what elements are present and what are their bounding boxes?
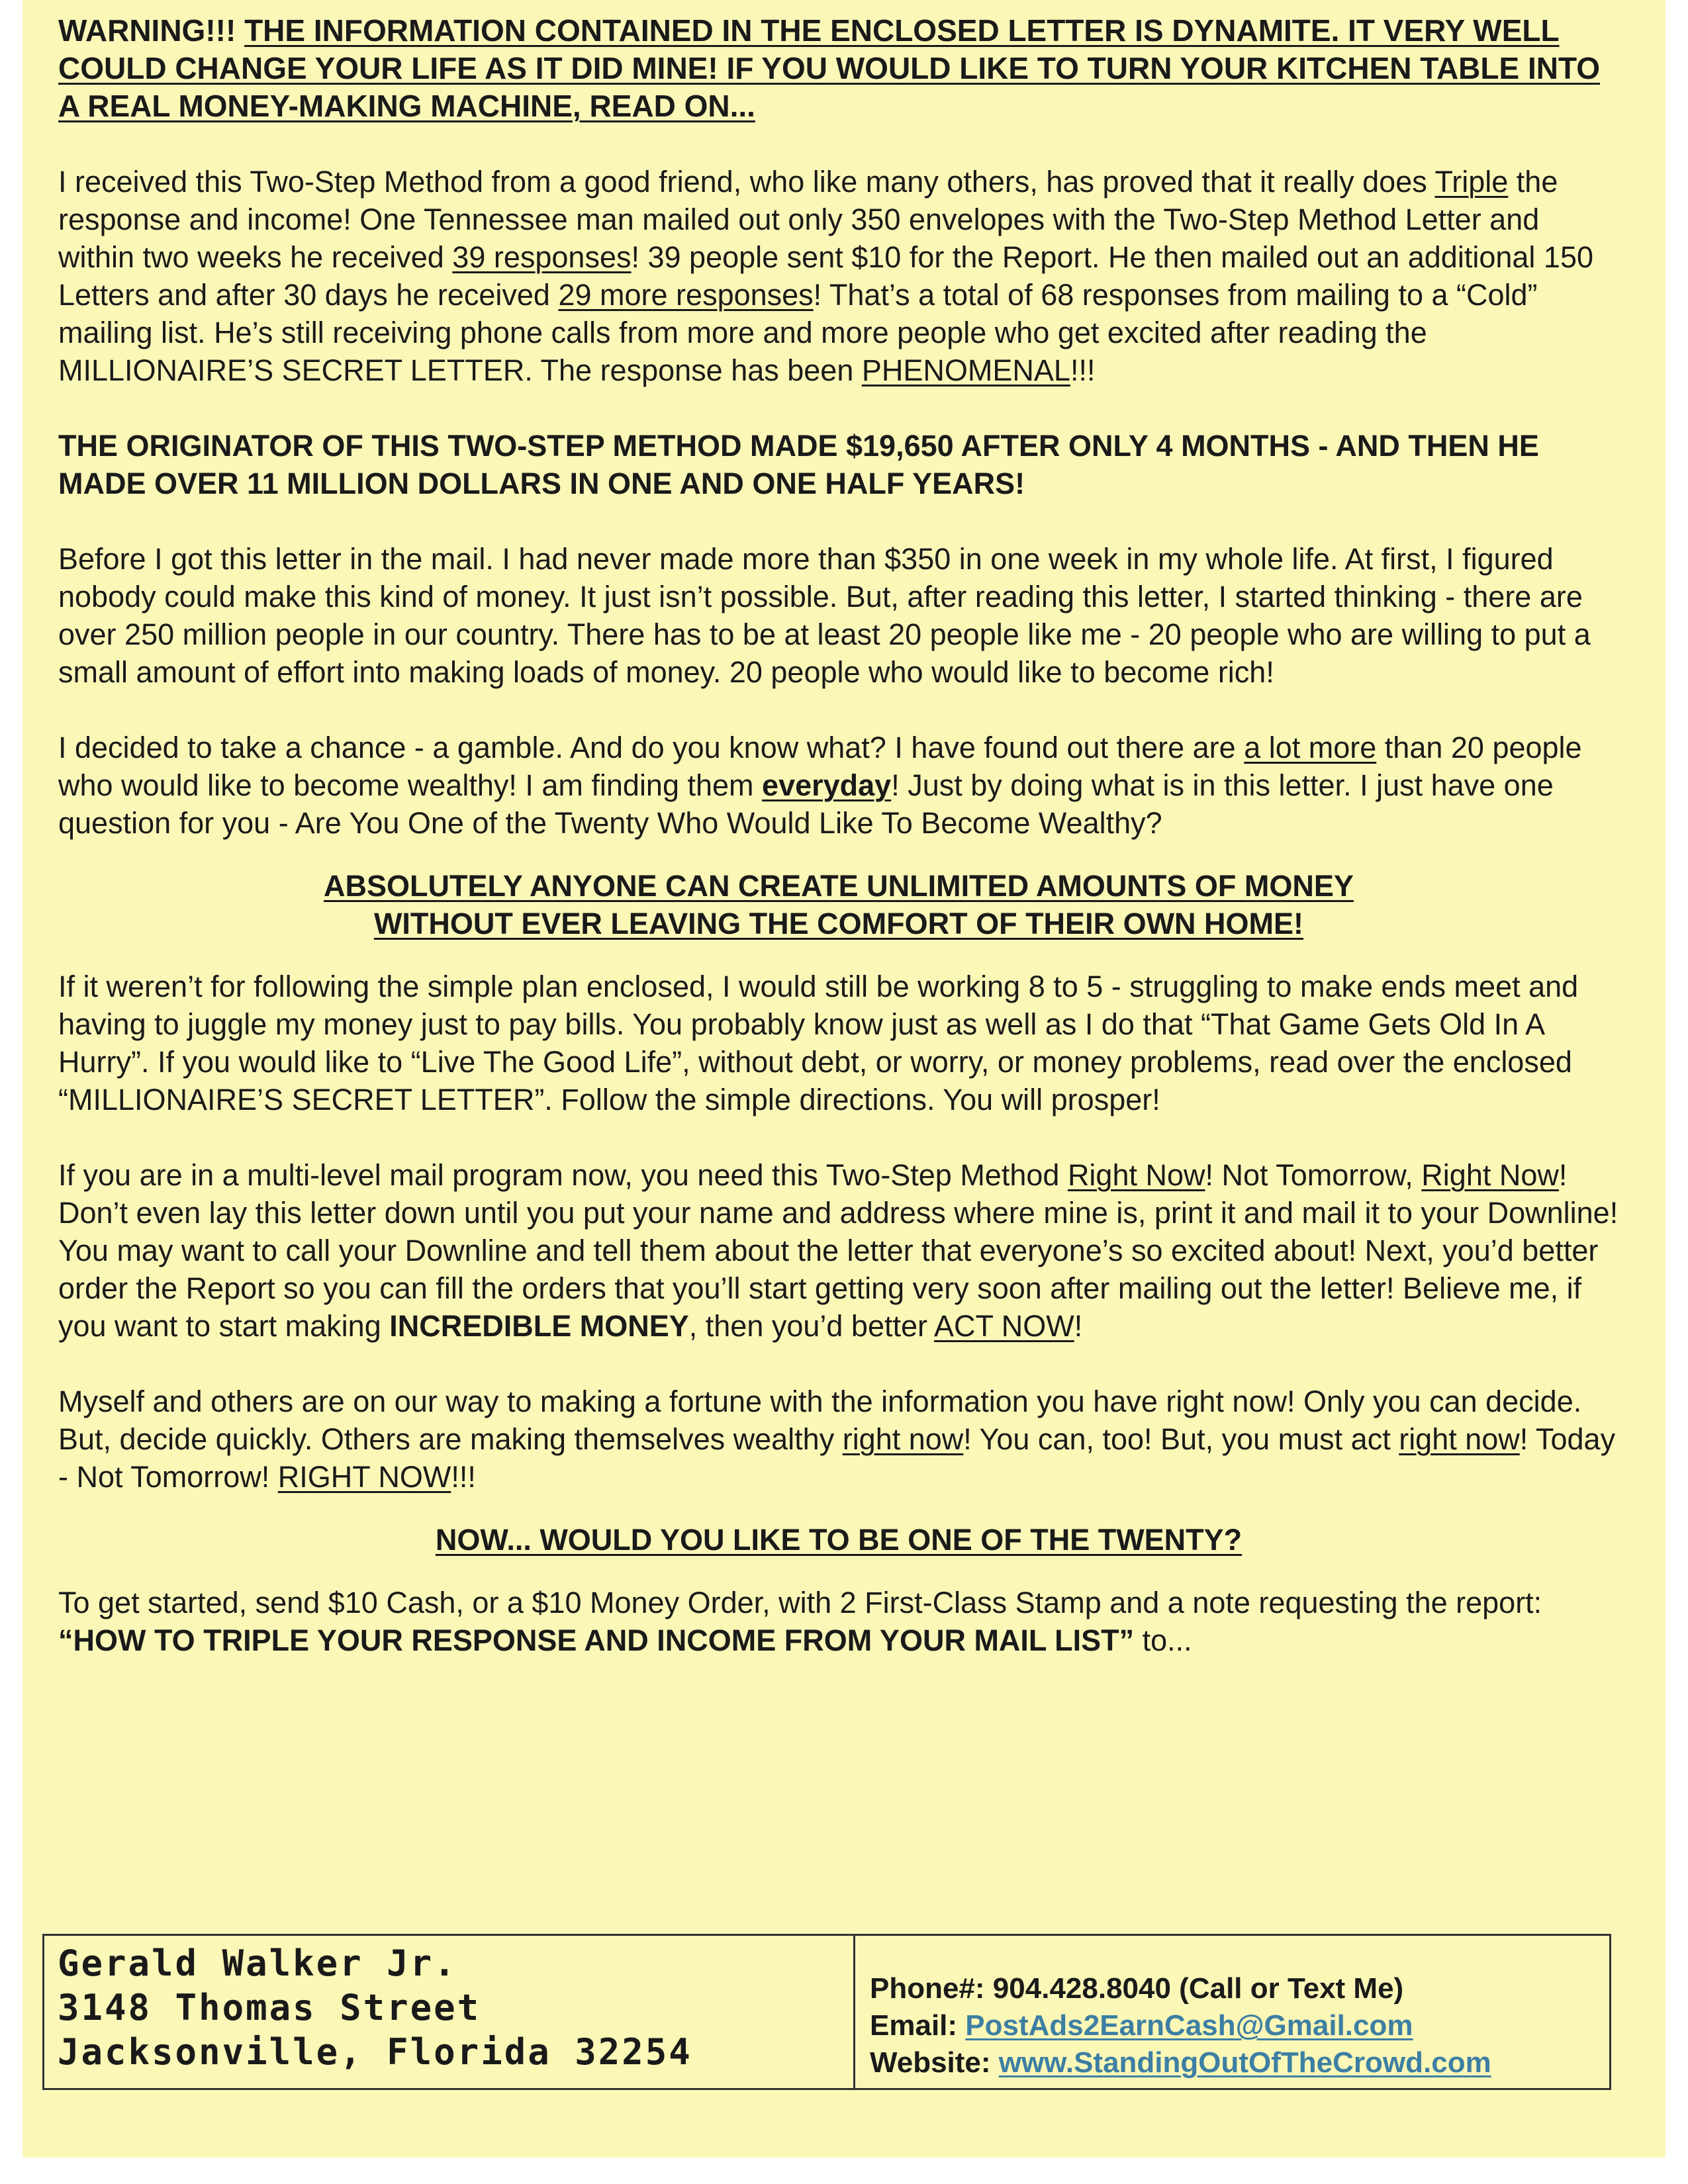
report-title: “HOW TO TRIPLE YOUR RESPONSE AND INCOME FROM YOUR MAIL LIST” xyxy=(58,1623,1135,1657)
text-span: ! Don’t even lay this letter down until you put your name and address where mine is, print it and mail it to your Downline! You may want to call your Downline and tell them about the letter that everyone’s so excited about! Next, you’d better order the Report so you can fill the orders that you’ll start getting very soon after mailing out the letter! Believe me, if you want to start making xyxy=(58,1158,1618,1343)
emphasis-a-lot-more: a lot more xyxy=(1244,731,1377,764)
text-span: I decided to take a chance - a gamble. And do you know what? I have found out there are xyxy=(58,731,1244,764)
website-label: Website: xyxy=(870,2046,991,2079)
warning-lead: WARNING!!! xyxy=(58,13,245,48)
paragraph-get-started xyxy=(58,1584,1619,1659)
text-span: Myself and others are on our way to making a fortune with the information you have right now! Only you can decide. But, decide quickly. Others are making themselves wealthy xyxy=(58,1385,1582,1456)
mailing-address xyxy=(44,1936,855,2088)
warning-text: THE INFORMATION CONTAINED IN THE ENCLOSED LETTER IS DYNAMITE. IT VERY WELL COULD CHANGE YOUR LIFE AS IT DID MINE! IF YOU WOULD LIKE TO TURN YOUR KITCHEN TABLE INTO A REAL MONEY-MAKING MACHINE, READ ON... xyxy=(58,13,1600,123)
text-span: the response and income! One Tennessee man mailed out only 350 envelopes with the Two-Step Method Letter and within two weeks he received xyxy=(58,165,1558,274)
phone-label: Phone#: xyxy=(870,1972,985,2005)
emphasis-right-now: Right Now xyxy=(1421,1158,1559,1192)
text-span: !!! xyxy=(1070,353,1096,387)
paragraph-fortune xyxy=(58,1383,1619,1496)
text-span: than 20 people who would like to become wealthy! I am finding them xyxy=(58,731,1582,802)
email-link[interactable]: PostAds2EarnCash@Gmail.com xyxy=(965,2009,1413,2042)
emphasis-right-now: Right Now xyxy=(1067,1158,1205,1192)
paragraph-simple-plan: If it weren’t for following the simple plan enclosed, I would still be working 8 to 5 - struggling to make ends meet and having to juggle my money just to pay bills. You probably know just as well as I do that “That Game Gets Old In A Hurry”. If you would like to “Live The Good Life”, without debt, or worry, or money problems, read over the enclosed “MILLIONAIRE’S SECRET LETTER”. Follow the simple directions. You will prosper! xyxy=(58,970,1579,1116)
text-span: ! 39 people sent $10 for the Report. He then mailed out an additional 150 Letters and after 30 days he received xyxy=(58,240,1593,312)
text-span: ! Not Tomorrow, xyxy=(1205,1158,1422,1192)
email-label: Email: xyxy=(870,2009,958,2042)
text-span: ! You can, too! But, you must act xyxy=(963,1422,1399,1456)
text-span: To get started, send $10 Cash, or a $10 Money Order, with 2 First-Class Stamp and a note requesting the report: xyxy=(58,1586,1542,1619)
headline-absolutely-anyone xyxy=(58,867,1619,942)
headline-originator: THE ORIGINATOR OF THIS TWO-STEP METHOD MADE $19,650 AFTER ONLY 4 MONTHS - AND THEN HE MADE OVER 11 MILLION DOLLARS IN ONE AND ONE HALF YEARS! xyxy=(58,429,1539,500)
text-span: , then you’d better xyxy=(688,1309,935,1343)
contact-info xyxy=(855,1936,1609,2088)
paragraph-before-letter: Before I got this letter in the mail. I had never made more than $350 in one week in my whole life. At first, I figured nobody could make this kind of money. It just isn’t possible. But, after reading this letter, I started thinking - there are over 250 million people in our country. There has to be at least 20 people like me - 20 people who are willing to put a small amount of effort into making loads of money. 20 people who would like to become rich! xyxy=(58,542,1591,689)
text-span: I received this Two-Step Method from a good friend, who like many others, has proved that it really does xyxy=(58,165,1435,199)
email-line xyxy=(870,2007,1609,2044)
emphasis-29-more-responses: 29 more responses xyxy=(558,278,814,312)
emphasis-right-now-caps: RIGHT NOW xyxy=(277,1460,451,1494)
emphasis-act-now: ACT NOW xyxy=(934,1309,1074,1343)
paragraph-two-step-method xyxy=(58,163,1619,389)
text-span: ! Just by doing what is in this letter. I just have one question for you - Are You One of the Twenty Who Would Like To Become Wealthy? xyxy=(58,768,1554,840)
website-link[interactable]: www.StandingOutOfTheCrowd.com xyxy=(998,2046,1491,2079)
address-box xyxy=(42,1934,1611,2090)
address-name: Gerald Walker Jr. xyxy=(58,1942,457,1984)
text-span: ! Today - Not Tomorrow! xyxy=(58,1422,1616,1494)
address-street: 3148 Thomas Street xyxy=(58,1987,481,2028)
website-line xyxy=(870,2044,1609,2081)
emphasis-right-now: right now xyxy=(842,1422,964,1456)
emphasis-incredible-money: INCREDIBLE MONEY xyxy=(389,1309,689,1343)
warning-paragraph xyxy=(58,12,1619,125)
text-span: ! xyxy=(1074,1309,1083,1343)
paragraph-decided-chance xyxy=(58,729,1619,842)
headline-line: ABSOLUTELY ANYONE CAN CREATE UNLIMITED AMOUNTS OF MONEY xyxy=(324,869,1354,903)
headline-line: WITHOUT EVER LEAVING THE COMFORT OF THEIR OWN HOME! xyxy=(373,907,1304,940)
emphasis-everyday: everyday xyxy=(762,768,892,802)
text-span: If you are in a multi-level mail program now, you need this Two-Step Method xyxy=(58,1158,1068,1192)
emphasis-triple: Triple xyxy=(1434,165,1509,199)
text-span: to... xyxy=(1134,1623,1192,1657)
emphasis-39-responses: 39 responses xyxy=(452,240,632,274)
headline-one-of-twenty: NOW... WOULD YOU LIKE TO BE ONE OF THE TWENTY? xyxy=(435,1523,1243,1557)
flyer-page xyxy=(23,0,1665,2158)
emphasis-phenomenal: PHENOMENAL xyxy=(861,353,1070,387)
phone-line xyxy=(870,1970,1609,2007)
emphasis-right-now: right now xyxy=(1399,1422,1520,1456)
paragraph-multi-level xyxy=(58,1156,1619,1345)
phone-number: 904.428.8040 (Call or Text Me) xyxy=(984,1972,1404,2005)
text-span: !!! xyxy=(451,1460,476,1494)
text-span: ! That’s a total of 68 responses from mailing to a “Cold” mailing list. He’s still receiving phone calls from more and more people who get excited after reading the MILLIONAIRE’S SECRET LETTER. The response has been xyxy=(58,278,1538,387)
address-city: Jacksonville, Florida 32254 xyxy=(58,2031,692,2073)
